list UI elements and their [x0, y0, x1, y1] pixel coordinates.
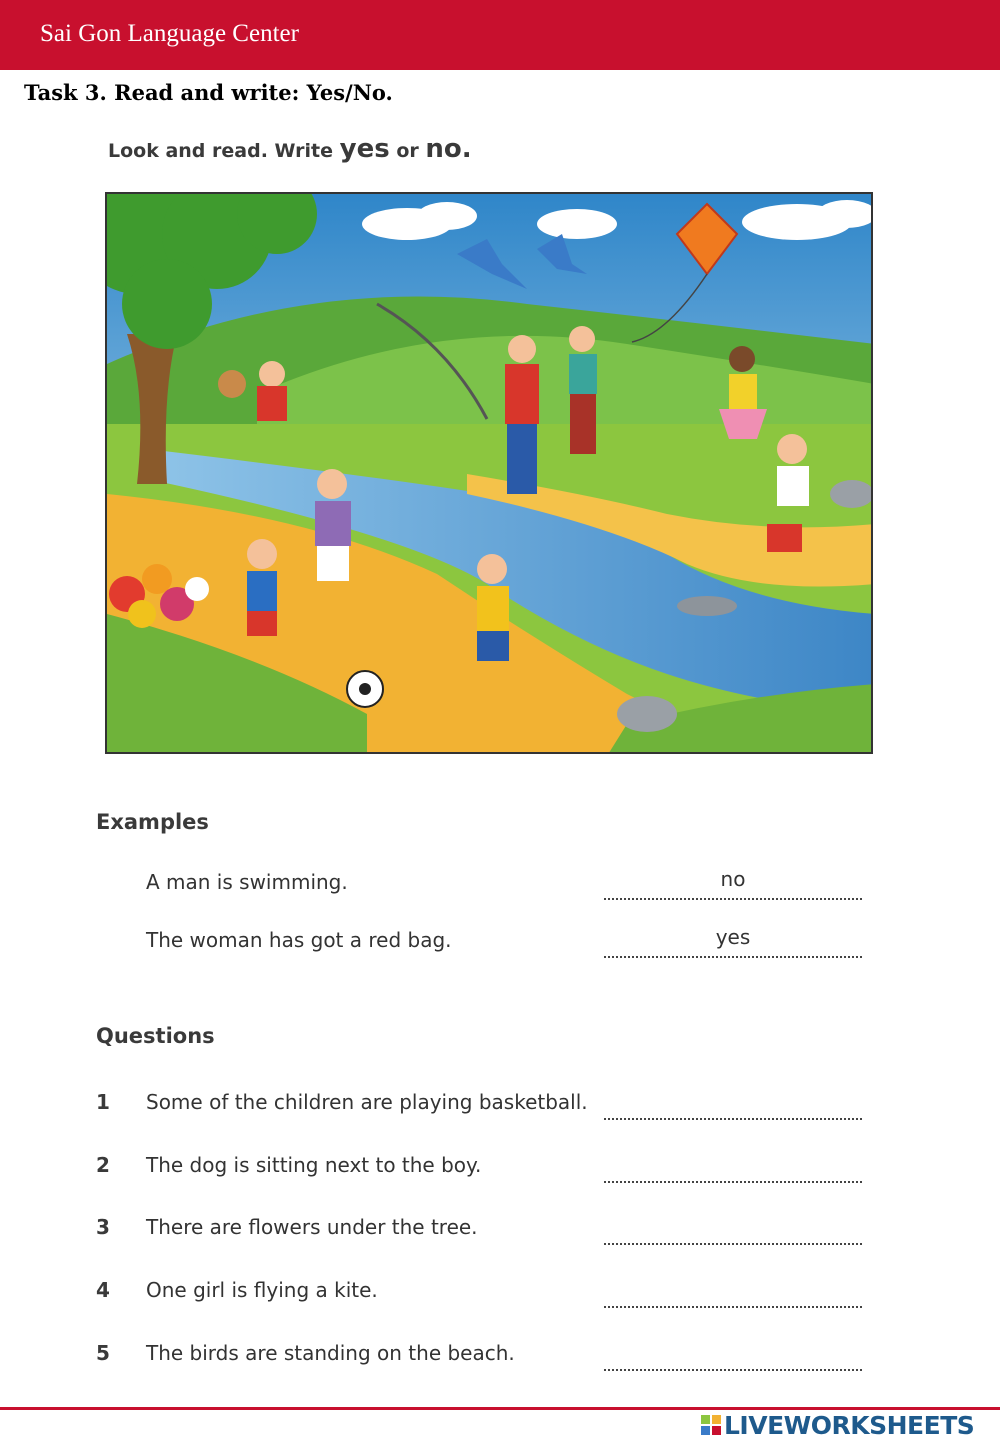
question-number: 4 [96, 1278, 110, 1302]
instruction-prefix: Look and read. Write [108, 140, 334, 162]
park-scene-illustration [105, 192, 873, 754]
example-row [96, 864, 866, 904]
center-name: Sai Gon Language Center [40, 20, 299, 47]
footer-divider [0, 1407, 1000, 1410]
task-title: Task 3. Read and write: Yes/No. [24, 80, 393, 105]
question-sentence: Some of the children are playing basketball. [146, 1090, 588, 1114]
liveworksheets-logo[interactable] [700, 1411, 996, 1439]
example-answer: yes [604, 922, 862, 958]
question-sentence: There are flowers under the tree. [146, 1215, 478, 1239]
question-row [96, 1147, 866, 1187]
example-row [96, 922, 866, 962]
answer-field-5[interactable] [604, 1335, 862, 1371]
question-number: 3 [96, 1215, 110, 1239]
instruction-yes: yes [339, 134, 390, 164]
instruction [108, 134, 472, 164]
questions-heading: Questions [96, 1024, 215, 1048]
instruction-or: or [396, 140, 419, 162]
header-bar [0, 0, 1000, 70]
examples-heading: Examples [96, 810, 209, 834]
question-sentence: The birds are standing on the beach. [146, 1341, 515, 1365]
example-sentence: The woman has got a red bag. [146, 928, 452, 952]
example-sentence: A man is swimming. [146, 870, 348, 894]
answer-field-3[interactable] [604, 1209, 862, 1245]
answer-field-1[interactable] [604, 1084, 862, 1120]
logo-text: LIVEWORKSHEETS [724, 1411, 975, 1440]
question-row [96, 1209, 866, 1249]
question-row [96, 1272, 866, 1312]
question-row [96, 1084, 866, 1124]
question-sentence: The dog is sitting next to the boy. [146, 1153, 482, 1177]
question-row [96, 1335, 866, 1375]
question-number: 5 [96, 1341, 110, 1365]
question-number: 1 [96, 1090, 110, 1114]
question-sentence: One girl is flying a kite. [146, 1278, 378, 1302]
answer-field-4[interactable] [604, 1272, 862, 1308]
example-answer: no [604, 864, 862, 900]
answer-field-2[interactable] [604, 1147, 862, 1183]
instruction-no: no. [425, 134, 472, 164]
liveworksheets-icon [700, 1414, 722, 1436]
question-number: 2 [96, 1153, 110, 1177]
